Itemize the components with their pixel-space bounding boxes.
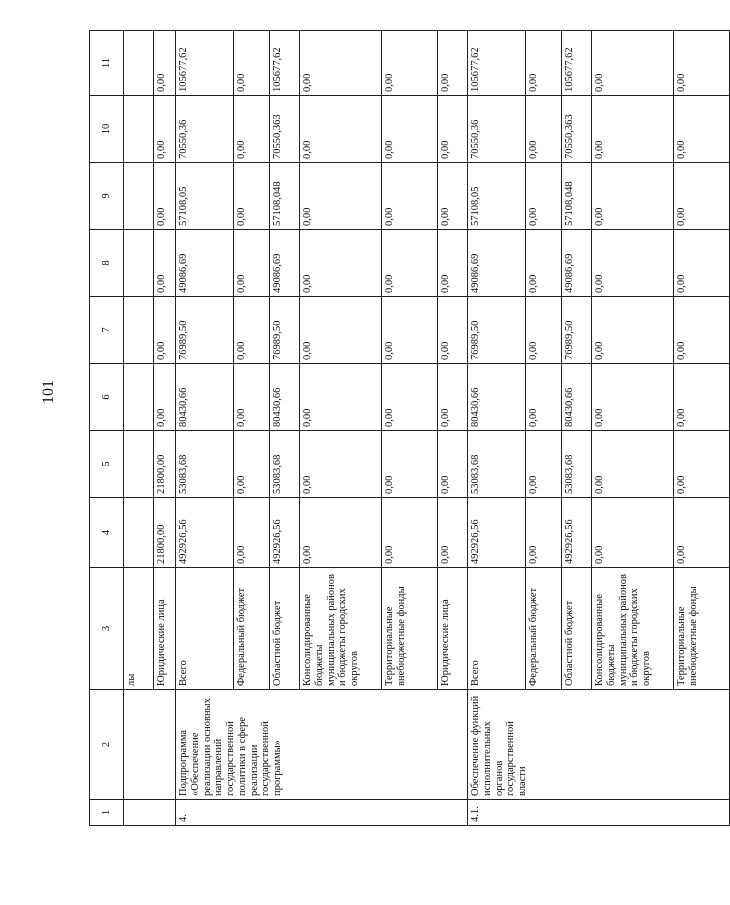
value-cell: 0,00: [592, 96, 674, 163]
value-cell: 0,00: [154, 230, 176, 297]
value-cell: 57108,048: [270, 163, 300, 230]
value-cell: [124, 431, 154, 498]
value-cell: 0,00: [438, 31, 468, 96]
table-body: [90, 31, 730, 826]
value-cell: 0,00: [382, 163, 438, 230]
row-number-cell: [124, 800, 176, 826]
value-cell: 70550,36: [176, 96, 234, 163]
column-header: 8: [90, 230, 124, 297]
funding-source-cell: Юридические лица: [438, 568, 468, 690]
funding-source-cell: Консолидированные бюджеты муниципальных районов и бюджеты городских округов: [592, 568, 674, 690]
value-cell: 0,00: [592, 498, 674, 568]
value-cell: 21800,00: [154, 498, 176, 568]
value-cell: 0,00: [674, 163, 730, 230]
value-cell: 0,00: [674, 431, 730, 498]
value-cell: 0,00: [154, 31, 176, 96]
value-cell: 57108,048: [562, 163, 592, 230]
value-cell: 0,00: [438, 163, 468, 230]
value-cell: 105677,62: [270, 31, 300, 96]
value-cell: 0,00: [438, 96, 468, 163]
value-cell: 0,00: [438, 431, 468, 498]
value-cell: 0,00: [382, 431, 438, 498]
funding-source-cell: Всего: [176, 568, 234, 690]
value-cell: 80430,66: [270, 364, 300, 431]
value-cell: 70550,363: [270, 96, 300, 163]
value-cell: [124, 498, 154, 568]
funding-source-cell: Областной бюджет: [270, 568, 300, 690]
program-name-cell: [124, 690, 176, 800]
funding-source-cell: Территориальные внебюджетные фонды: [382, 568, 438, 690]
funding-source-cell: лы: [124, 568, 154, 690]
value-cell: 0,00: [674, 297, 730, 364]
table-row: [468, 31, 526, 826]
value-cell: 0,00: [526, 431, 562, 498]
value-cell: 0,00: [526, 96, 562, 163]
value-cell: 53083,68: [176, 431, 234, 498]
funding-source-cell: Юридические лица: [154, 568, 176, 690]
value-cell: [124, 297, 154, 364]
value-cell: 49086,69: [270, 230, 300, 297]
funding-source-cell: Территориальные внебюджетные фонды: [674, 568, 730, 690]
column-header: 2: [90, 690, 124, 800]
column-header: 5: [90, 431, 124, 498]
value-cell: [124, 364, 154, 431]
value-cell: [124, 163, 154, 230]
value-cell: 105677,62: [176, 31, 234, 96]
value-cell: 0,00: [154, 297, 176, 364]
value-cell: [124, 96, 154, 163]
value-cell: 80430,66: [176, 364, 234, 431]
value-cell: 0,00: [674, 498, 730, 568]
value-cell: 0,00: [382, 96, 438, 163]
budget-table: [89, 30, 730, 826]
value-cell: 0,00: [300, 498, 382, 568]
column-header: 6: [90, 364, 124, 431]
value-cell: 0,00: [592, 31, 674, 96]
value-cell: 0,00: [234, 31, 270, 96]
value-cell: 0,00: [674, 230, 730, 297]
table-row: [124, 31, 154, 826]
value-cell: 49086,69: [562, 230, 592, 297]
funding-source-cell: Всего: [468, 568, 526, 690]
funding-source-cell: Консолидированные бюджеты муниципальных районов и бюджеты городских округов: [300, 568, 382, 690]
value-cell: 57108,05: [468, 163, 526, 230]
value-cell: 0,00: [234, 163, 270, 230]
column-header: 9: [90, 163, 124, 230]
value-cell: 0,00: [300, 364, 382, 431]
value-cell: [124, 230, 154, 297]
funding-source-cell: Областной бюджет: [562, 568, 592, 690]
value-cell: 0,00: [592, 364, 674, 431]
value-cell: 0,00: [526, 297, 562, 364]
table-row: [176, 31, 234, 826]
value-cell: 0,00: [674, 364, 730, 431]
value-cell: 0,00: [382, 498, 438, 568]
value-cell: 53083,68: [270, 431, 300, 498]
value-cell: 76989,50: [468, 297, 526, 364]
rotated-table-container: [89, 31, 699, 826]
value-cell: 0,00: [234, 297, 270, 364]
value-cell: 0,00: [526, 498, 562, 568]
value-cell: 0,00: [300, 163, 382, 230]
value-cell: 0,00: [592, 431, 674, 498]
value-cell: 0,00: [300, 297, 382, 364]
program-name-cell: Подпрограмма «Обеспечение реализации основных направлений государственной политики в сфере реализации государственной программы»: [176, 690, 468, 800]
value-cell: 492926,56: [562, 498, 592, 568]
header-row: [90, 31, 124, 826]
row-number-cell: 4.1.: [468, 800, 730, 826]
value-cell: 105677,62: [562, 31, 592, 96]
value-cell: 0,00: [300, 431, 382, 498]
value-cell: 0,00: [382, 297, 438, 364]
value-cell: 492926,56: [270, 498, 300, 568]
funding-source-cell: Федеральный бюджет: [526, 568, 562, 690]
value-cell: 0,00: [300, 230, 382, 297]
value-cell: 492926,56: [468, 498, 526, 568]
value-cell: 105677,62: [468, 31, 526, 96]
value-cell: 53083,68: [468, 431, 526, 498]
row-number-cell: 4.: [176, 800, 468, 826]
value-cell: 0,00: [300, 31, 382, 96]
value-cell: 0,00: [526, 230, 562, 297]
column-header: 7: [90, 297, 124, 364]
value-cell: 0,00: [438, 230, 468, 297]
value-cell: 76989,50: [562, 297, 592, 364]
value-cell: 0,00: [592, 230, 674, 297]
value-cell: 0,00: [438, 297, 468, 364]
value-cell: 0,00: [234, 230, 270, 297]
value-cell: 49086,69: [176, 230, 234, 297]
column-header: 1: [90, 800, 124, 826]
value-cell: 0,00: [154, 163, 176, 230]
value-cell: 80430,66: [562, 364, 592, 431]
value-cell: 0,00: [674, 31, 730, 96]
value-cell: 0,00: [382, 31, 438, 96]
value-cell: 53083,68: [562, 431, 592, 498]
value-cell: 0,00: [526, 31, 562, 96]
value-cell: 0,00: [382, 230, 438, 297]
value-cell: 70550,363: [562, 96, 592, 163]
value-cell: 0,00: [674, 96, 730, 163]
value-cell: 80430,66: [468, 364, 526, 431]
column-header: 3: [90, 568, 124, 690]
column-header: 4: [90, 498, 124, 568]
value-cell: 0,00: [592, 297, 674, 364]
value-cell: 492926,56: [176, 498, 234, 568]
value-cell: 70550,36: [468, 96, 526, 163]
value-cell: 0,00: [234, 364, 270, 431]
value-cell: 0,00: [300, 96, 382, 163]
value-cell: 0,00: [234, 96, 270, 163]
value-cell: 0,00: [526, 163, 562, 230]
value-cell: 21800,00: [154, 431, 176, 498]
column-header: 10: [90, 96, 124, 163]
value-cell: 0,00: [438, 498, 468, 568]
value-cell: 0,00: [234, 431, 270, 498]
value-cell: 0,00: [382, 364, 438, 431]
value-cell: 0,00: [154, 364, 176, 431]
value-cell: 76989,50: [176, 297, 234, 364]
value-cell: 0,00: [438, 364, 468, 431]
value-cell: 0,00: [234, 498, 270, 568]
program-name-cell: Обеспечение функций исполнительных органов государственной власти: [468, 690, 730, 800]
value-cell: 0,00: [592, 163, 674, 230]
funding-source-cell: Федеральный бюджет: [234, 568, 270, 690]
value-cell: 57108,05: [176, 163, 234, 230]
page-number: 101: [40, 380, 57, 404]
value-cell: 76989,50: [270, 297, 300, 364]
column-header: 11: [90, 31, 124, 96]
value-cell: 49086,69: [468, 230, 526, 297]
value-cell: [124, 31, 154, 96]
value-cell: 0,00: [154, 96, 176, 163]
value-cell: 0,00: [526, 364, 562, 431]
